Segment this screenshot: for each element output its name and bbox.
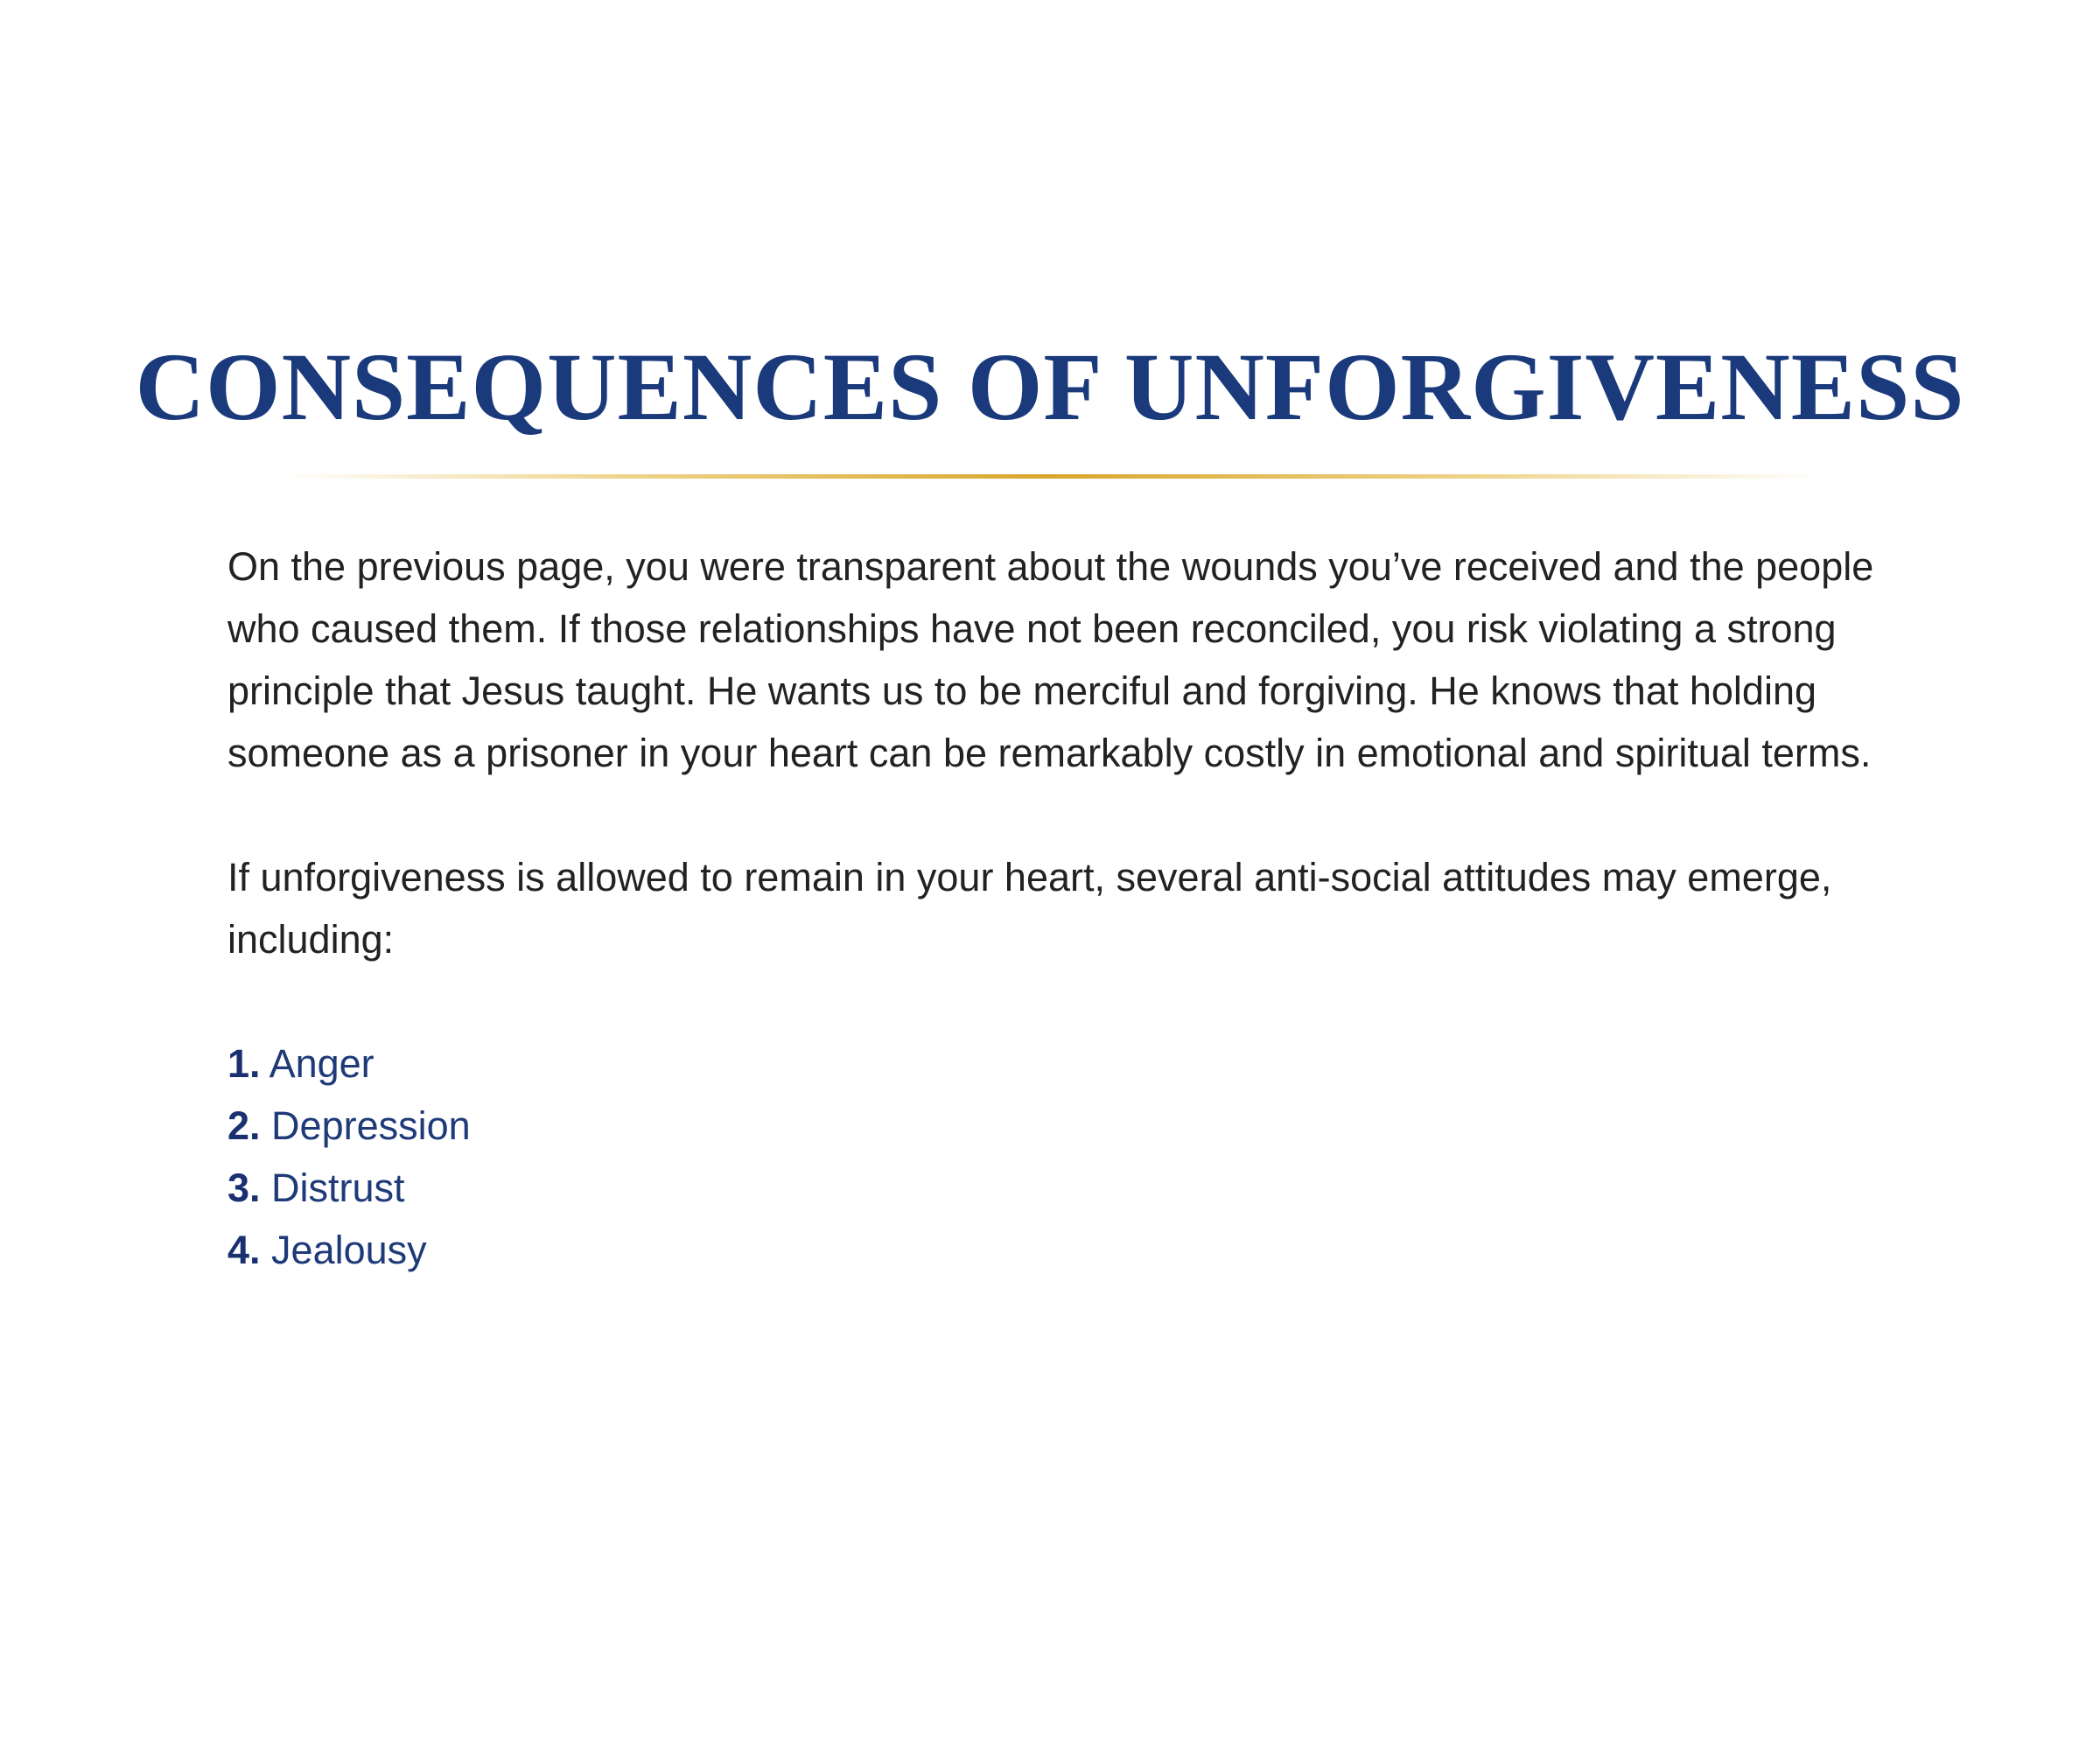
- page-title: CONSEQUENCES OF UNFORGIVENESS: [135, 333, 1965, 440]
- list-item: [228, 1032, 1942, 1095]
- lead-in-paragraph: If unforgiveness is allowed to remain in your heart, several anti-social attitudes may emerge, including:: [228, 855, 1832, 962]
- list-item-number: 4.: [228, 1228, 261, 1272]
- list-item-label: Distrust: [271, 1166, 405, 1210]
- content-body: [228, 536, 1942, 1281]
- list-item: [228, 1095, 1942, 1157]
- list-item-number: 2.: [228, 1103, 261, 1148]
- attitudes-list: [228, 1032, 1942, 1281]
- list-item-label: Anger: [269, 1041, 374, 1086]
- title-divider: [280, 474, 1820, 479]
- list-item-label: Depression: [271, 1103, 471, 1148]
- list-item: [228, 1219, 1942, 1281]
- list-item-label: Jealousy: [271, 1228, 427, 1272]
- list-item-number: 3.: [228, 1166, 261, 1210]
- list-item: [228, 1157, 1942, 1219]
- list-item-number: 1.: [228, 1041, 261, 1086]
- intro-paragraph: On the previous page, you were transparent about the wounds you’ve received and the people who caused them. If those relationships have not been reconciled, you risk violating a strong principle that Jesus taught. He wants us to be merciful and forgiving. He knows that holding someone as a prisoner in your heart can be remarkably costly in emotional and spiritual terms.: [228, 544, 1874, 775]
